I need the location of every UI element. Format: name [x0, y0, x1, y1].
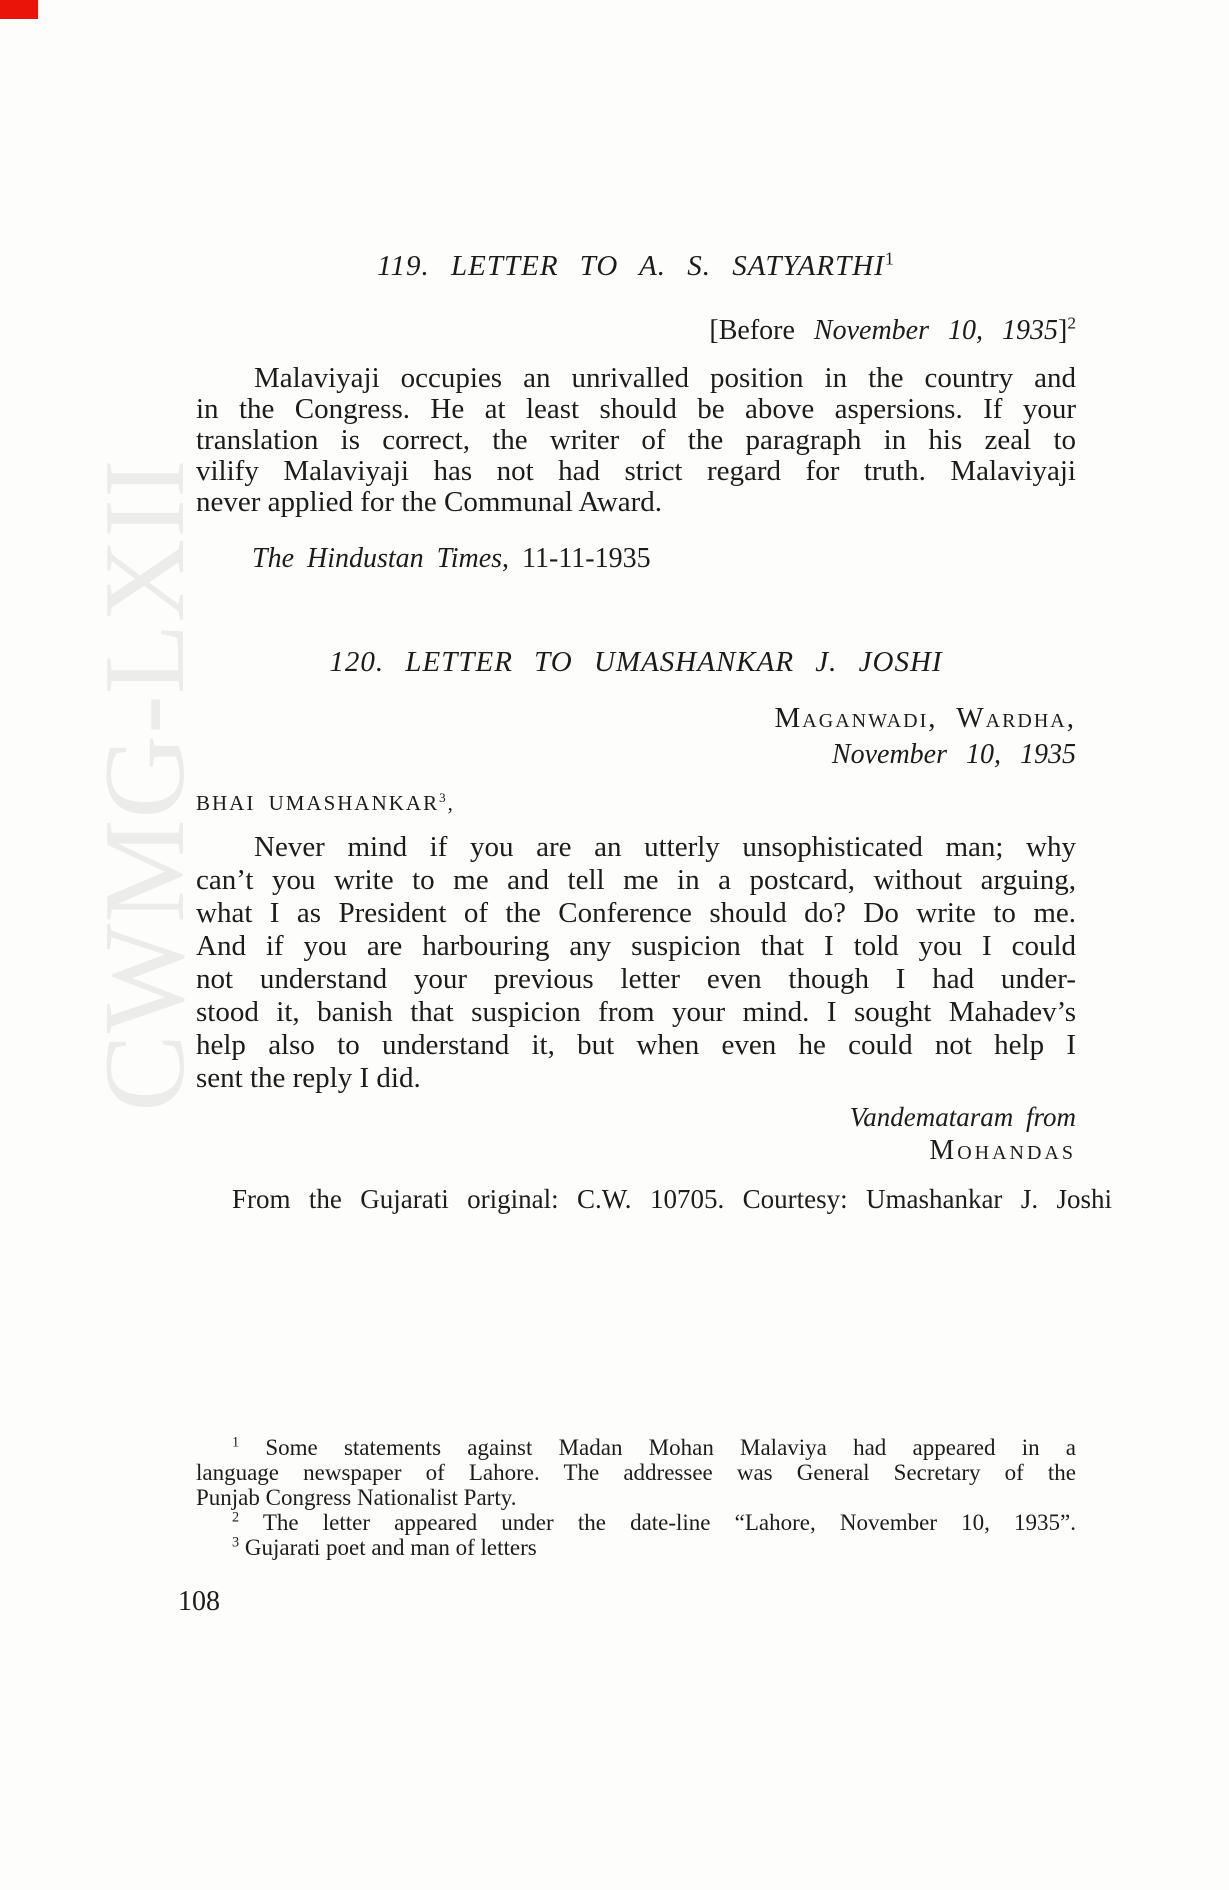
- letter-120-heading-text: 120. LETTER TO UMASHANKAR J. JOSHI: [329, 646, 943, 678]
- footnote-3-marker: 3: [232, 1534, 240, 1551]
- red-corner-mark: [0, 0, 38, 19]
- footnote-1-line-1: [196, 1435, 1076, 1460]
- dateline-suffix: ]: [1057, 315, 1068, 346]
- body-line: not understand your previous letter even though I had under-: [196, 963, 1076, 995]
- volume-watermark: CWMG-LXII: [81, 458, 209, 1112]
- body-line: sent the reply I did.: [196, 1062, 421, 1094]
- footnote-text: Gujarati poet and man of letters: [244, 1535, 537, 1560]
- body-line: can’t you write to me and tell me in a postcard, without arguing,: [196, 864, 1076, 896]
- letter-120-valediction: Vandemataram from: [849, 1102, 1076, 1132]
- footnotes-block: [196, 1435, 1076, 1560]
- body-line: translation is correct, the writer of the paragraph in his zeal to: [196, 424, 1076, 456]
- footnote-2-marker: 2: [232, 1509, 240, 1526]
- source-date: , 11-11-1935: [502, 543, 651, 574]
- letter-120-source: From the Gujarati original: C.W. 10705. Courtesy: Umashankar J. Joshi: [232, 1184, 1112, 1214]
- letter-120-heading: [196, 646, 1076, 679]
- body-line: And if you are harbouring any suspicion that I told you I could: [196, 930, 1076, 962]
- body-line: help also to understand it, but when even he could not help I: [196, 1029, 1076, 1061]
- footnote-2-line-1: [196, 1510, 1076, 1535]
- body-line: vilify Malaviyaji has not had strict regard for truth. Malaviyaji: [196, 455, 1076, 487]
- footnote-1-marker: 1: [232, 1434, 240, 1451]
- letter-120-salutation: [196, 791, 1076, 816]
- body-line: stood it, banish that suspicion from your mind. I sought Mahadev’s: [196, 996, 1076, 1028]
- letter-119-heading: [196, 250, 1076, 283]
- body-line: Never mind if you are an utterly unsophisticated man; why: [254, 831, 1076, 863]
- page-number: 108: [178, 1586, 220, 1617]
- body-line: never applied for the Communal Award.: [196, 486, 663, 518]
- footnote-3-line-1: [196, 1535, 1076, 1560]
- footnote-text: The letter appeared under the date-line “Lahore, November 10, 1935”.: [262, 1510, 1076, 1535]
- letter-120-place: Maganwadi, Wardha,: [774, 702, 1076, 734]
- letter-120-signature: Mohandas: [929, 1135, 1076, 1166]
- body-line: in the Congress. He at least should be above aspersions. If your: [196, 393, 1076, 425]
- letter-119-source: [196, 543, 1132, 575]
- dateline-prefix: [Before: [709, 315, 795, 346]
- letter-119-heading-text: 119. LETTER TO A. S. SATYARTHI: [377, 250, 885, 282]
- letter-119-heading-footnote-ref: 1: [884, 248, 895, 269]
- letter-120-body: [196, 831, 1076, 1095]
- footnote-1-line-2: language newspaper of Lahore. The addressee was General Secretary of the: [196, 1460, 1076, 1485]
- footnote-text: Some statements against Madan Mohan Malaviya had appeared in a: [265, 1435, 1077, 1460]
- salutation-footnote-ref: 3: [439, 790, 448, 805]
- source-publication: The Hindustan Times: [252, 543, 503, 574]
- body-line: what I as President of the Conference should do? Do write to me.: [196, 897, 1076, 929]
- letter-119-dateline: [196, 315, 1082, 347]
- letter-120-date: November 10, 1935: [831, 739, 1076, 770]
- salutation-name: BHAI UMASHANKAR: [196, 791, 440, 815]
- body-line: Malaviyaji occupies an unrivalled position in the country and: [254, 362, 1076, 394]
- dateline-footnote-ref: 2: [1067, 313, 1076, 333]
- letter-119-body: [196, 363, 1076, 518]
- salutation-comma: ,: [447, 791, 455, 815]
- dateline-date: November 10, 1935: [813, 315, 1058, 346]
- footnote-1-line-3: Punjab Congress Nationalist Party.: [196, 1485, 517, 1510]
